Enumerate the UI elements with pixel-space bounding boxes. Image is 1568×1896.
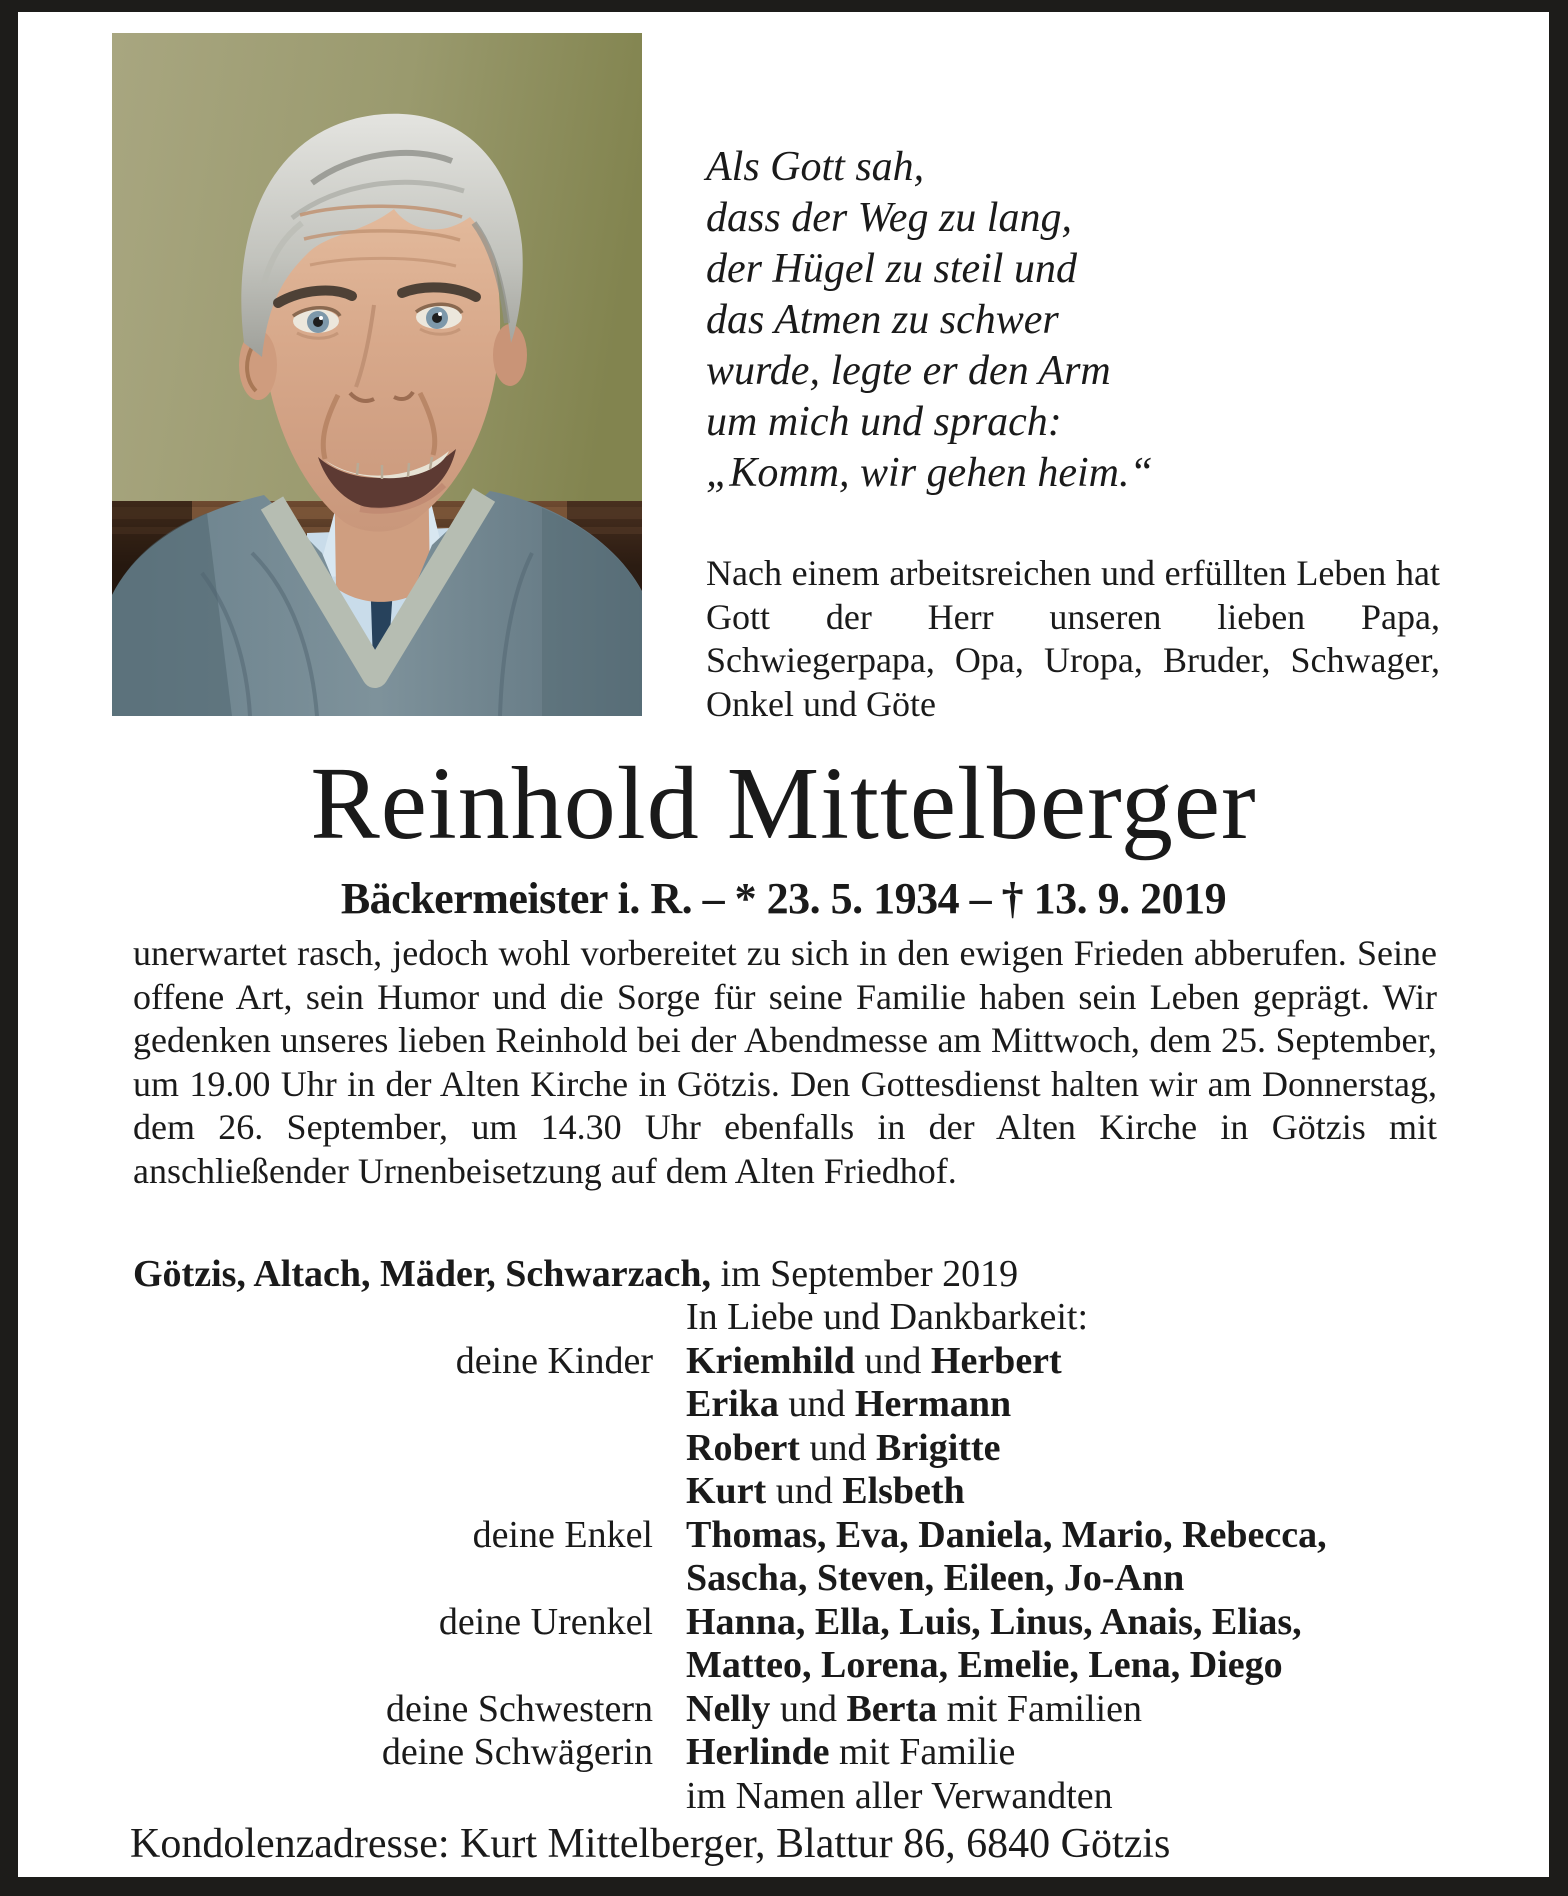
poem-line: wurde, legte er den Arm <box>706 348 1111 394</box>
family-label: deine Urenkel <box>438 1600 653 1643</box>
profession: Bäckermeister i. R. <box>340 874 693 923</box>
poem-line: dass der Weg zu lang, <box>706 195 1072 241</box>
family-names: Hanna, Ella, Luis, Linus, Anais, Elias, <box>686 1600 1302 1643</box>
portrait-photo <box>112 33 642 716</box>
family-names <box>686 1383 1473 1427</box>
family-names <box>686 1731 1473 1775</box>
family-row <box>133 1731 1473 1775</box>
vitals-line <box>18 874 1549 924</box>
separator-dash: – <box>959 874 1002 923</box>
family-row <box>133 1775 1473 1819</box>
mourner-name: Kurt <box>686 1470 767 1512</box>
death-date: 13. 9. 2019 <box>1023 874 1227 923</box>
family-label: deine Schwägerin <box>381 1731 653 1773</box>
condolence-line: Kondolenzadresse: Kurt Mittelberger, Blattur 86, 6840 Götzis <box>130 1821 1171 1867</box>
mourner-name: Elsbeth <box>842 1470 965 1512</box>
family-label: deine Kinder <box>455 1339 653 1382</box>
mourner-name: Robert <box>686 1426 800 1469</box>
family-row <box>133 1601 1473 1645</box>
mourner-name: Nelly <box>686 1687 771 1730</box>
family-row <box>133 1470 1473 1514</box>
poem-line: das Atmen zu schwer <box>706 297 1059 343</box>
mourner-name: Berta <box>846 1687 938 1730</box>
mourner-name: Kriemhild <box>686 1339 855 1382</box>
dateline-places: Götzis, Altach, Mäder, Schwarzach, <box>133 1253 712 1295</box>
family-names: Sascha, Steven, Eileen, Jo-Ann <box>686 1557 1185 1599</box>
intro-paragraph: Nach einem arbeitsreichen und erfüllten Leben hat Gott der Herr unseren lieben Papa, Schwiegerpapa, Opa, Uropa, Bruder, Schwager, Onkel und Göte <box>706 553 1440 724</box>
family-names <box>686 1688 1473 1732</box>
closing-line: In Liebe und Dankbarkeit: <box>686 1296 1089 1338</box>
deceased-name: Reinhold Mittelberger <box>310 746 1257 861</box>
family-row <box>133 1340 1473 1384</box>
mourner-name: Herbert <box>930 1339 1062 1382</box>
connector-text: und <box>766 1470 843 1512</box>
family-label: deine Enkel <box>472 1513 653 1556</box>
family-names <box>686 1427 1473 1471</box>
mourner-name: Herlinde <box>686 1731 830 1773</box>
connector-text: und <box>770 1687 847 1730</box>
family-label: deine Schwestern <box>386 1687 653 1730</box>
dateline <box>133 1252 1437 1296</box>
family-names <box>686 1340 1473 1384</box>
birth-star-symbol: * <box>734 874 757 923</box>
death-cross-symbol: † <box>1001 874 1024 923</box>
dateline-date: im September 2019 <box>711 1253 1019 1295</box>
birth-date: 23. 5. 1934 <box>756 874 960 923</box>
family-row <box>133 1644 1473 1688</box>
family-names: Matteo, Lorena, Emelie, Lena, Diego <box>686 1644 1283 1686</box>
mourner-name: Hermann <box>854 1383 1012 1425</box>
suffix-text: mit Familien <box>937 1687 1142 1730</box>
family-row <box>133 1514 1473 1558</box>
separator-dash: – <box>692 874 735 923</box>
family-row <box>133 1296 1473 1340</box>
family-row <box>133 1688 1473 1732</box>
connector-text: und <box>799 1426 876 1469</box>
suffix-text: mit Familie <box>829 1731 1016 1773</box>
poem-line: um mich und sprach: <box>706 399 1062 445</box>
connector-text: und <box>854 1339 931 1382</box>
mourner-name: Brigitte <box>875 1426 1001 1469</box>
memorial-poem <box>706 142 1153 499</box>
family-row <box>133 1383 1473 1427</box>
family-row <box>133 1557 1473 1601</box>
poem-line: der Hügel zu steil und <box>706 246 1077 292</box>
poem-line: Als Gott sah, <box>706 144 925 190</box>
family-row <box>133 1427 1473 1471</box>
poem-line: „Komm, wir gehen heim.“ <box>706 450 1153 496</box>
family-names: Thomas, Eva, Daniela, Mario, Rebecca, <box>686 1513 1327 1556</box>
family-section <box>133 1296 1473 1818</box>
family-names <box>686 1470 1473 1514</box>
connector-text: und <box>778 1383 855 1425</box>
announcement-paragraph: unerwartet rasch, jedoch wohl vorbereitet zu sich in den ewigen Frieden abberufen. Seine offene Art, sein Humor und die Sorge für seine Familie haben sein Leben geprägt. Wir gedenken unseres lieben Reinhold bei der Abendmesse am Mittwoch, dem 25. September, um 19.00 Uhr in der Alten Kirche in Götzis. Den Gottesdienst halten wir am Donnerstag, dem 26. September, um 14.30 Uhr ebenfalls in der Alten Kirche in Götzis mit anschließender Urnenbeisetzung auf dem Alten Friedhof. <box>133 933 1437 1191</box>
portrait-illustration <box>112 33 642 716</box>
mourner-name: Erika <box>686 1383 779 1425</box>
collective-line: im Namen aller Verwandten <box>686 1774 1113 1817</box>
